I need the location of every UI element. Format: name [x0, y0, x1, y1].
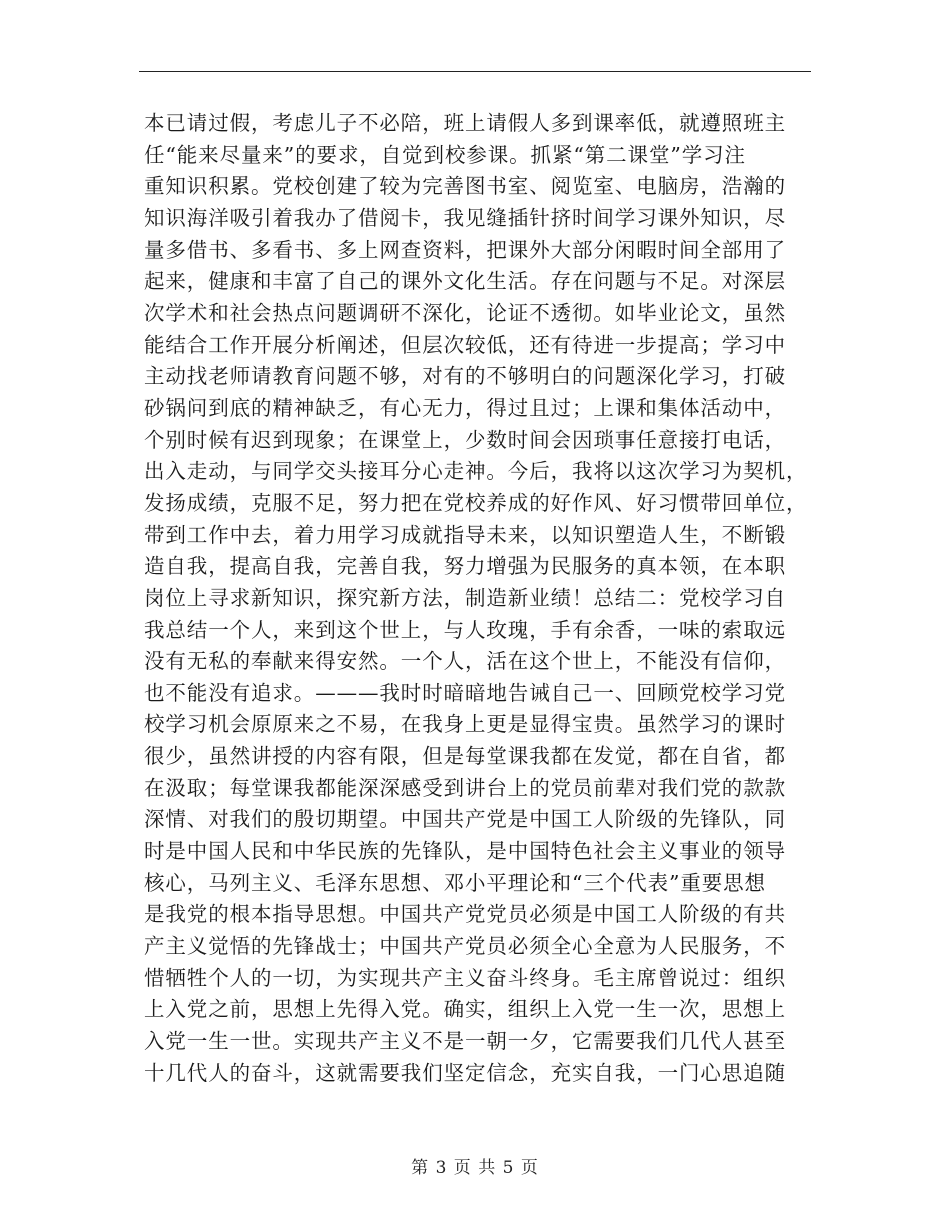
- text-line: 次学术和社会热点问题调研不深化，论证不透彻。如毕业论文，虽然: [144, 300, 786, 325]
- text-line: 量多借书、多看书、多上网查资料，把课外大部分闲暇时间全部用了: [144, 237, 786, 262]
- text-line: 十几代人的奋斗，这就需要我们坚定信念，充实自我，一门心思追随: [144, 1060, 786, 1085]
- header-rule: [139, 71, 811, 72]
- body-text: [144, 108, 816, 1089]
- text-line: 是我党的根本指导思想。中国共产党党员必须是中国工人阶级的有共: [144, 902, 786, 927]
- text-line: 产主义觉悟的先锋战士；中国共产党员必须全心全意为人民服务，不: [144, 934, 786, 959]
- text-line: 惜牺牲个人的一切，为实现共产主义奋斗终身。毛主席曾说过：组织: [144, 965, 786, 990]
- text-line: 时是中国人民和中华民族的先锋队，是中国特色社会主义事业的领导: [144, 839, 786, 864]
- text-line: 砂锅问到底的精神缺乏，有心无力，得过且过；上课和集体活动中，: [144, 395, 786, 420]
- text-line: 个别时候有迟到现象；在课堂上，少数时间会因琐事任意接打电话，: [144, 427, 786, 452]
- text-line: 没有无私的奉献来得安然。一个人，活在这个世上，不能没有信仰，: [144, 649, 786, 674]
- page-number-footer: 第 3 页 共 5 页: [411, 1158, 539, 1178]
- text-line: 在汲取；每堂课我都能深深感受到讲台上的党员前辈对我们党的款款: [144, 775, 786, 800]
- text-line: 很少，虽然讲授的内容有限，但是每堂课我都在发觉，都在自省，都: [144, 744, 786, 769]
- text-line: 带到工作中去，着力用学习成就指导未来，以知识塑造人生，不断锻: [144, 522, 786, 547]
- text-line: 校学习机会原原来之不易，在我身上更是显得宝贵。虽然学习的课时: [144, 712, 786, 737]
- text-line: 起来，健康和丰富了自己的课外文化生活。存在问题与不足。对深层: [144, 269, 786, 294]
- text-line: 知识海洋吸引着我办了借阅卡，我见缝插针挤时间学习课外知识，尽: [144, 205, 786, 230]
- text-line: 上入党之前，思想上先得入党。确实，组织上入党一生一次，思想上: [144, 997, 786, 1022]
- text-line: 主动找老师请教育问题不够，对有的不够明白的问题深化学习，打破: [144, 364, 786, 389]
- text-line: 核心，马列主义、毛泽东思想、邓小平理论和“三个代表”重要思想: [144, 870, 766, 895]
- text-line: 入党一生一世。实现共产主义不是一朝一夕，它需要我们几代人甚至: [144, 1029, 786, 1054]
- text-line: 发扬成绩，克服不足，努力把在党校养成的好作风、好习惯带回单位，: [144, 490, 808, 515]
- text-line: 出入走动，与同学交头接耳分心走神。今后，我将以这次学习为契机，: [144, 459, 808, 484]
- text-line: 重知识积累。党校创建了较为完善图书室、阅览室、电脑房，浩瀚的: [144, 174, 786, 199]
- text-line: 我总结一个人，来到这个世上，与人玫瑰，手有余香，一味的索取远: [144, 617, 786, 642]
- text-line: 深情、对我们的殷切期望。中国共产党是中国工人阶级的先锋队，同: [144, 807, 786, 832]
- text-line: 岗位上寻求新知识，探究新方法，制造新业绩！总结二：党校学习自: [144, 585, 786, 610]
- text-line: 造自我，提高自我，完善自我，努力增强为民服务的真本领，在本职: [144, 554, 786, 579]
- text-line: 本已请过假，考虑儿子不必陪，班上请假人多到课率低，就遵照班主: [144, 111, 786, 135]
- text-line: 也不能没有追求。———我时时暗暗地告诫自己一、回顾党校学习党: [144, 680, 786, 705]
- text-line: 能结合工作开展分析阐述，但层次较低，还有待进一步提高；学习中: [144, 332, 786, 357]
- text-line: 任“能来尽量来”的要求，自觉到校参课。抓紧“第二课堂”学习注: [144, 142, 746, 167]
